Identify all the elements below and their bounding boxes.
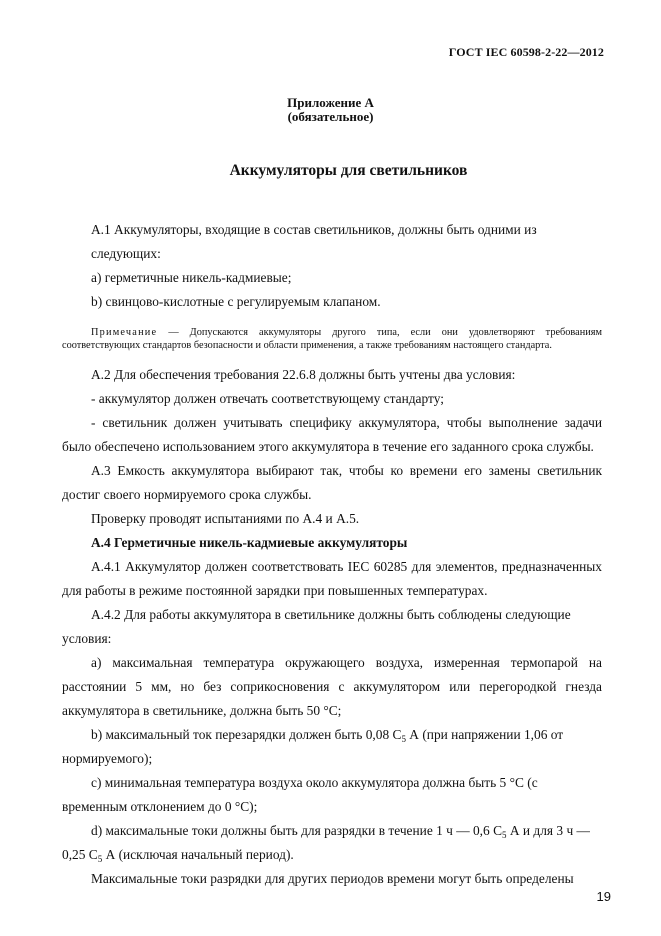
a2-condition-2: - светильник должен учитывать специфику аккумулятора, чтобы выполнение задачи было обеспечено использованием этого аккумулятора в течение его заданного срока службы. [62, 415, 602, 454]
item-d-part1: d) максимальные токи должны быть для разрядки в течение 1 ч — 0,6 С [91, 823, 503, 838]
a3-text: А.3 Емкость аккумулятора выбирают так, чтобы ко времени его замены светильник достиг своего нормируемого срока службы. [62, 463, 602, 502]
a4-2-item-c-line2: временным отклонением до 0 °С); [62, 799, 258, 814]
item-d-subscript2: 5 [97, 854, 103, 864]
a4-2-item-c-line1: с) минимальная температура воздуха около аккумулятора должна быть 5 °С (с [91, 775, 538, 790]
a4-2-line2: условия: [62, 631, 112, 646]
a4-1-text: А.4.1 Аккумулятор должен соответствовать IEC 60285 для элементов, предназначенных для работы в режиме постоянной зарядки при повышенных температурах. [62, 559, 602, 598]
item-d-part2: А и для 3 ч — [506, 823, 590, 838]
a2-intro: А.2 Для обеспечения требования 22.6.8 должны быть учтены два условия: [91, 367, 516, 382]
page-title: Аккумуляторы для светильников [229, 162, 468, 179]
document-header: ГОСТ IEC 60598-2-22—2012 [448, 45, 604, 59]
annex-name: Приложение А [287, 95, 374, 110]
page-number: 19 [596, 889, 611, 904]
item-d-part4: А (исключая начальный период). [102, 847, 294, 862]
item-d-part3: 0,25 С [62, 847, 98, 862]
a3-check: Проверку проводят испытаниями по А.4 и А.5. [91, 511, 360, 526]
item-b-part2: А (при напряжении 1,06 от [405, 727, 564, 742]
a1-intro-line1: А.1 Аккумуляторы, входящие в состав светильников, должны быть одними из [91, 222, 537, 237]
note-text: — Допускаются аккумуляторы другого типа, если они удовлетворяют требованиям соответствующих стандартов безопасности и области применения, а также требованиям настоящего стандарта. [62, 327, 602, 351]
a1-note [62, 326, 602, 352]
a4-2-line1: А.4.2 Для работы аккумулятора в светильнике должны быть соблюдены следующие [91, 607, 571, 622]
a4-2-item-b-line2: нормируемого); [62, 751, 153, 766]
a4-2-last-line: Максимальные токи разрядки для других периодов времени могут быть определены [91, 871, 574, 886]
a4-2-item-a: а) максимальная температура окружающего воздуха, измеренная термопарой на расстоянии 5 мм, но без соприкосновения с аккумулятором или перегородкой гнезда аккумулятора в светильнике, должна быть 50 °С; [62, 655, 602, 718]
a4-2-item-d-line1 [62, 819, 602, 843]
a1-item-b: b) свинцово-кислотные с регулируемым клапаном. [91, 294, 381, 309]
a1-item-a: а) герметичные никель-кадмиевые; [91, 270, 292, 285]
annex-status: (обязательное) [287, 109, 374, 124]
item-b-part1: b) максимальный ток перезарядки должен быть 0,08 С [91, 727, 402, 742]
a1-intro-line2: следующих: [91, 246, 161, 261]
note-label: Примечание [91, 327, 158, 338]
a4-heading: А.4 Герметичные никель-кадмиевые аккумуляторы [91, 535, 408, 550]
a4-2-item-d-line2 [62, 843, 602, 867]
item-d-subscript1: 5 [502, 830, 507, 840]
annex-heading [0, 96, 661, 124]
document-body [62, 218, 602, 891]
a4-2-item-b-line1 [62, 723, 602, 747]
item-b-subscript: 5 [401, 734, 406, 744]
a2-condition-1: - аккумулятор должен отвечать соответствующему стандарту; [91, 391, 444, 406]
